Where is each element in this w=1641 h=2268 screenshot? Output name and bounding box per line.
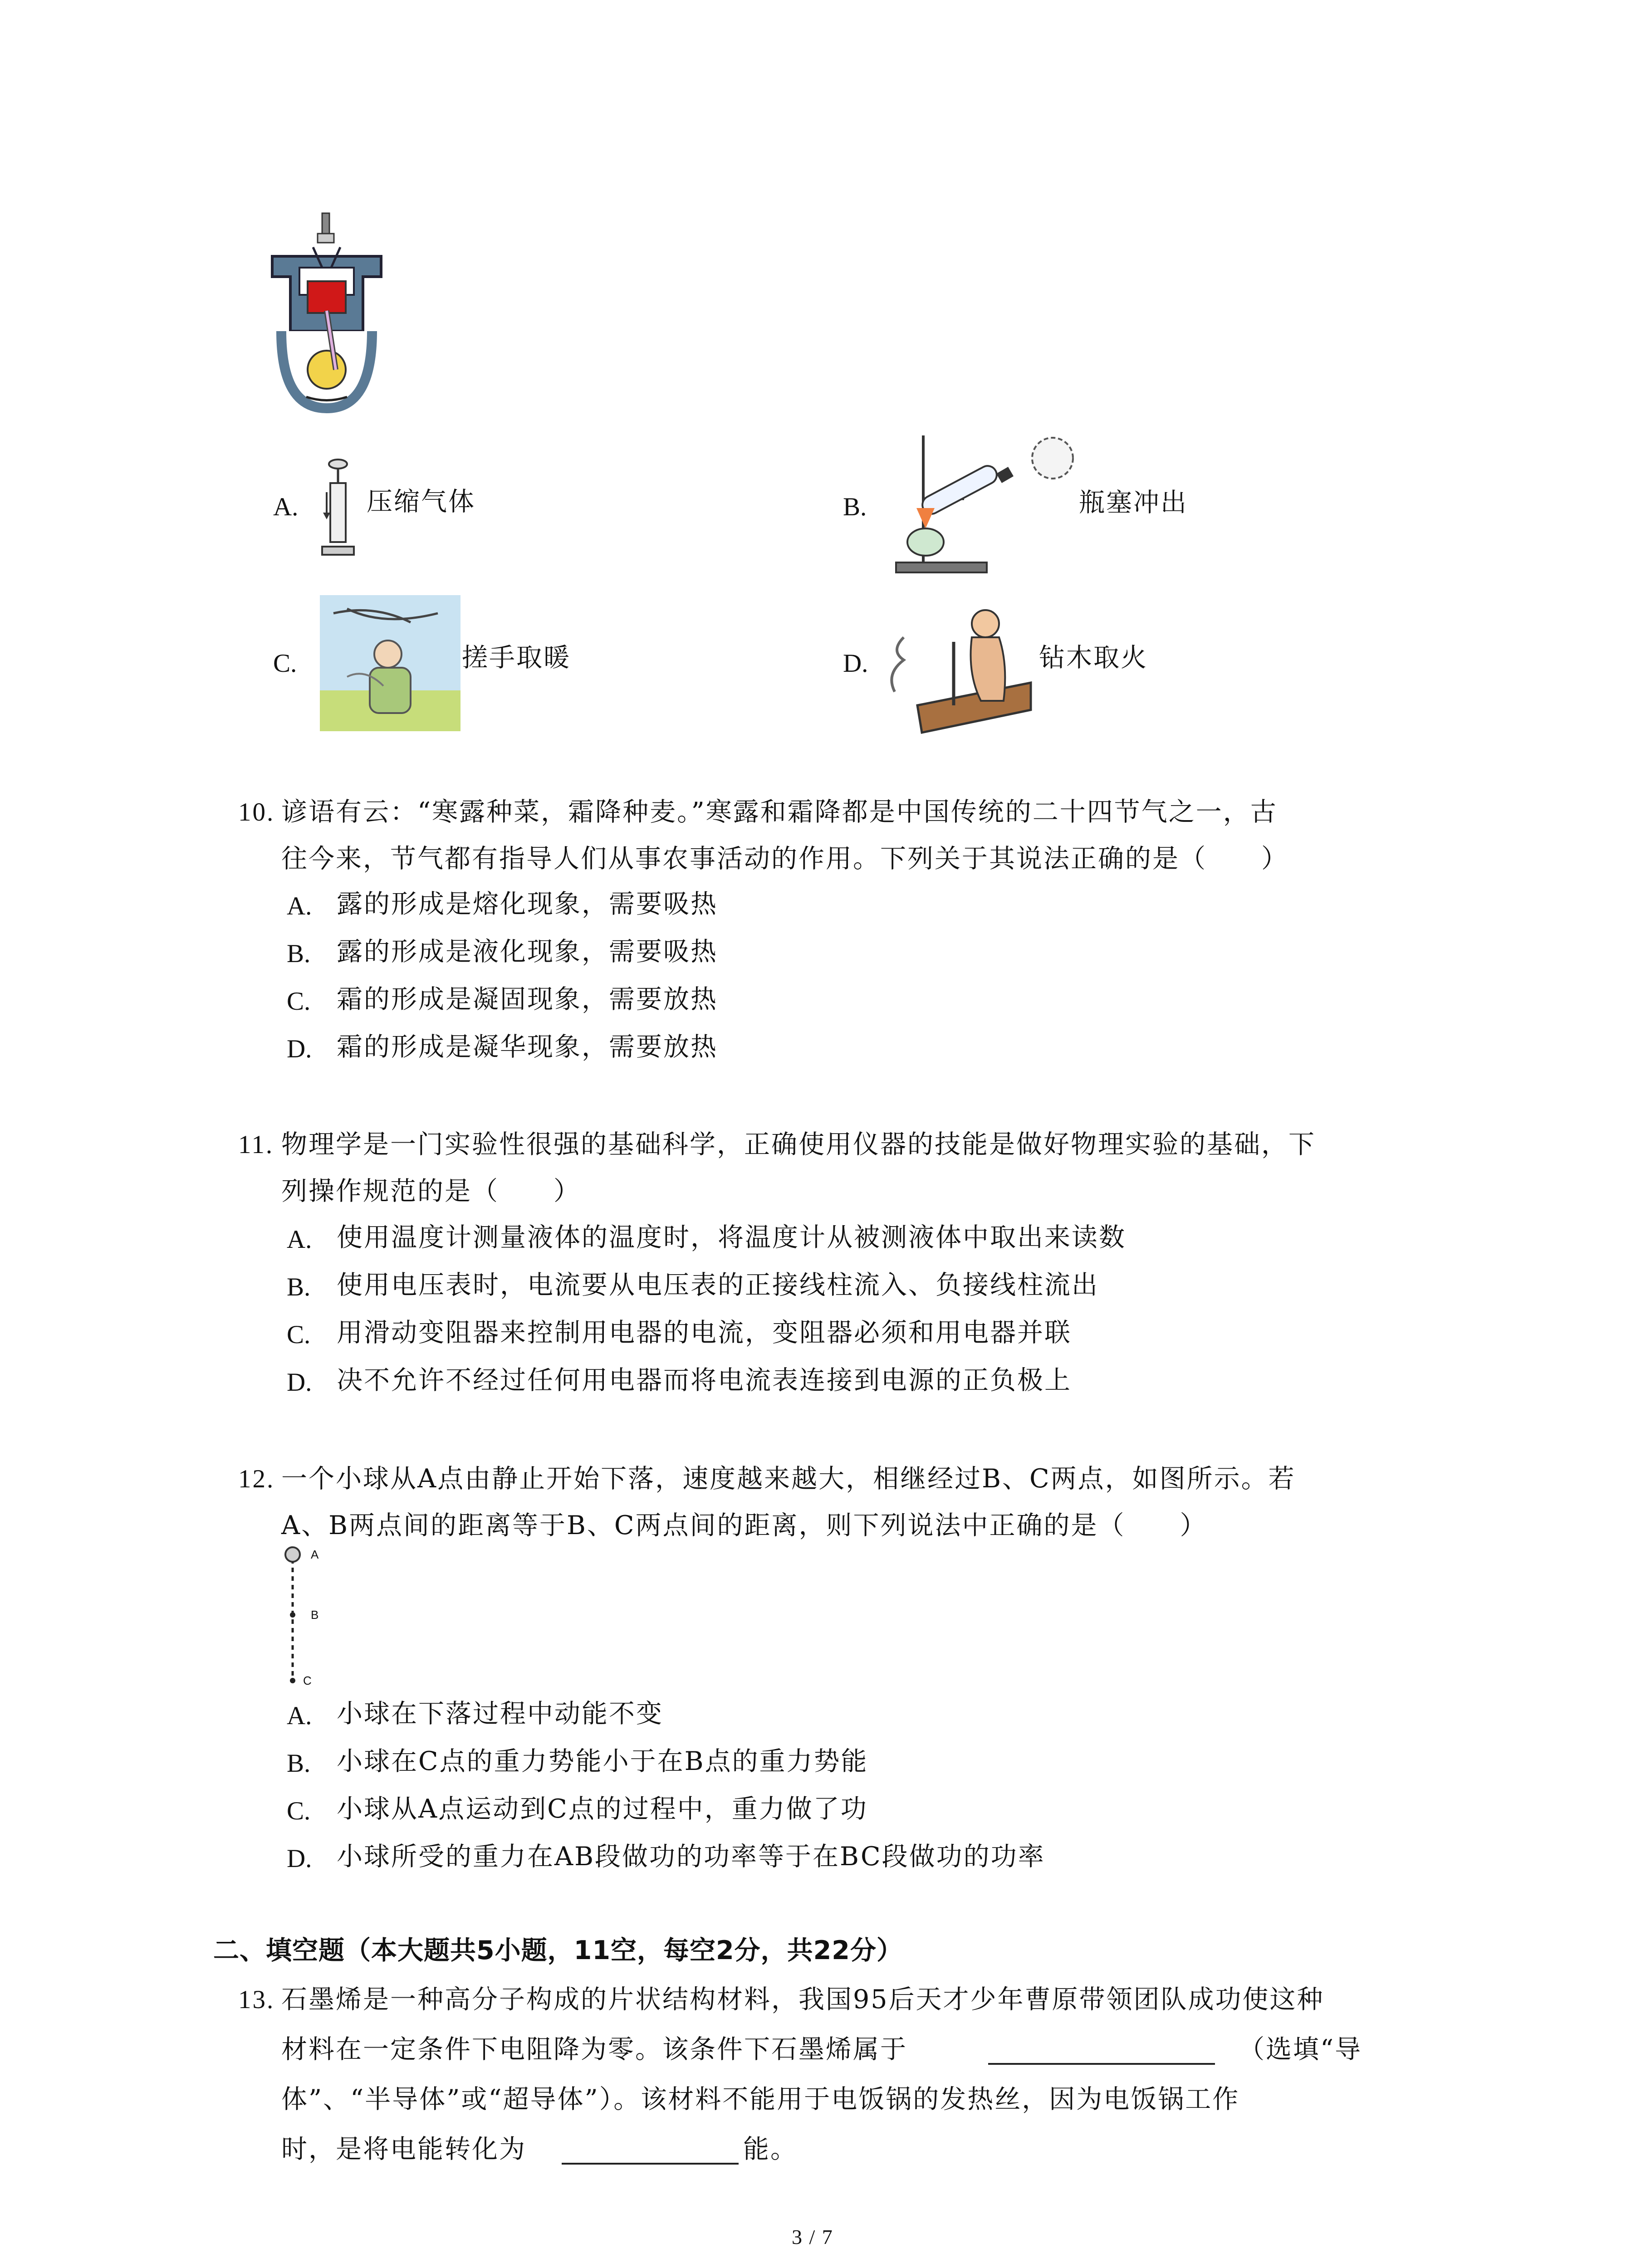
q12-option-c-letter: C. — [287, 1797, 311, 1825]
q13-blank-2[interactable] — [562, 2139, 739, 2165]
q11-option-b-letter: B. — [287, 1273, 311, 1301]
q10-option-b-letter: B. — [287, 939, 311, 968]
q11-option-d-letter: D. — [287, 1368, 312, 1397]
q13-line1: 石墨烯是一种高分子构成的片状结构材料，我国95后天才少年曹原带领团队成功使这种 — [281, 1984, 1324, 2014]
q12-option-d-letter: D. — [287, 1844, 312, 1873]
falling-ball-figure — [279, 1545, 333, 1694]
q10-option-a-letter: A. — [287, 892, 312, 920]
q11-option-c-letter: C. — [287, 1320, 311, 1349]
q11-option-b-text: 使用电压表时，电流要从电压表的正接线柱流入、负接线柱流出 — [337, 1270, 1099, 1300]
q10-option-c-letter: C. — [287, 987, 311, 1016]
q11-stem-line1: 物理学是一门实验性很强的基础科学，正确使用仪器的技能是做好物理实验的基础，下 — [281, 1129, 1316, 1159]
figure-label-b: B — [311, 1608, 319, 1622]
q12-number: 12. — [238, 1465, 275, 1493]
ball-at-a — [285, 1547, 300, 1562]
q9-option-d-letter: D. — [843, 649, 868, 678]
q11-stem-line2: 列操作规范的是（ ） — [281, 1176, 581, 1206]
test-tube-heating-icon — [892, 431, 1073, 581]
q12-option-b-text: 小球在C点的重力势能小于在B点的重力势能 — [337, 1746, 868, 1776]
q11-number: 11. — [238, 1130, 274, 1159]
q10-option-d-text: 霜的形成是凝华现象，需要放热 — [337, 1032, 718, 1062]
q12-option-d-text: 小球所受的重力在AB段做功的功率等于在BC段做功的功率 — [337, 1842, 1045, 1872]
q12-option-c-text: 小球从A点运动到C点的过程中，重力做了功 — [337, 1794, 868, 1824]
page-number: 3 / 7 — [792, 2225, 833, 2248]
q9-option-a-text: 压缩气体 — [367, 487, 475, 517]
q12-option-a-text: 小球在下落过程中动能不变 — [337, 1699, 663, 1729]
rubbing-hands-icon — [320, 595, 460, 731]
q10-option-b-text: 露的形成是液化现象，需要吸热 — [337, 937, 718, 967]
q9-option-d-text: 钻木取火 — [1039, 643, 1148, 673]
q12-stem-line2: A、B两点间的距离等于B、C两点间的距离，则下列说法中正确的是（ ） — [281, 1510, 1207, 1540]
q9-option-b-letter: B. — [843, 493, 867, 521]
q10-stem-line1: 谚语有云：“寒露种菜，霜降种麦。”寒露和霜降都是中国传统的二十四节气之一，古 — [281, 797, 1278, 827]
q13-line4b: 能。 — [743, 2134, 798, 2164]
engine-cylinder-icon — [263, 213, 399, 422]
q10-number: 10. — [238, 798, 275, 826]
q13-line3: 体”、“半导体”或“超导体”）。该材料不能用于电饭锅的发热丝，因为电饭锅工作 — [281, 2084, 1240, 2114]
q11-option-a-text: 使用温度计测量液体的温度时，将温度计从被测液体中取出来读数 — [337, 1222, 1126, 1252]
q12-option-a-letter: A. — [287, 1701, 312, 1730]
q11-option-d-text: 决不允许不经过任何用电器而将电流表连接到电源的正负极上 — [337, 1365, 1072, 1395]
figure-label-a: A — [311, 1548, 319, 1561]
q13-blank-1[interactable] — [988, 2039, 1215, 2065]
q13-number: 13. — [238, 1985, 275, 2014]
q9-option-a-letter: A. — [273, 493, 299, 521]
q9-option-b-text: 瓶塞冲出 — [1079, 488, 1188, 518]
point-c — [290, 1678, 295, 1683]
q12-stem-line1: 一个小球从A点由静止开始下落，速度越来越大，相继经过B、C两点，如图所示。若 — [281, 1464, 1296, 1494]
q13-line4a: 时，是将电能转化为 — [281, 2134, 526, 2164]
section2-heading: 二、填空题（本大题共5小题，11空，每空2分，共22分） — [213, 1936, 903, 1965]
q9-option-c-letter: C. — [273, 649, 297, 678]
drilling-wood-fire-icon — [886, 601, 1035, 733]
q11-option-c-text: 用滑动变阻器来控制用电器的电流，变阻器必须和用电器并联 — [337, 1318, 1072, 1348]
q10-stem-line2: 往今来，节气都有指导人们从事农事活动的作用。下列关于其说法正确的是（ ） — [281, 844, 1288, 874]
q10-option-d-letter: D. — [287, 1035, 312, 1063]
q11-option-a-letter: A. — [287, 1225, 312, 1254]
figure-label-c: C — [303, 1674, 312, 1687]
q10-option-a-text: 露的形成是熔化现象，需要吸热 — [337, 889, 718, 919]
point-b — [290, 1612, 295, 1618]
q9-option-c-text: 搓手取暖 — [462, 643, 571, 673]
q10-option-c-text: 霜的形成是凝固现象，需要放热 — [337, 984, 718, 1014]
q12-option-b-letter: B. — [287, 1749, 311, 1778]
q13-line2b: （选填“导 — [1239, 2034, 1362, 2064]
q13-line2a: 材料在一定条件下电阻降为零。该条件下石墨烯属于 — [281, 2034, 907, 2064]
pump-icon — [318, 456, 358, 560]
